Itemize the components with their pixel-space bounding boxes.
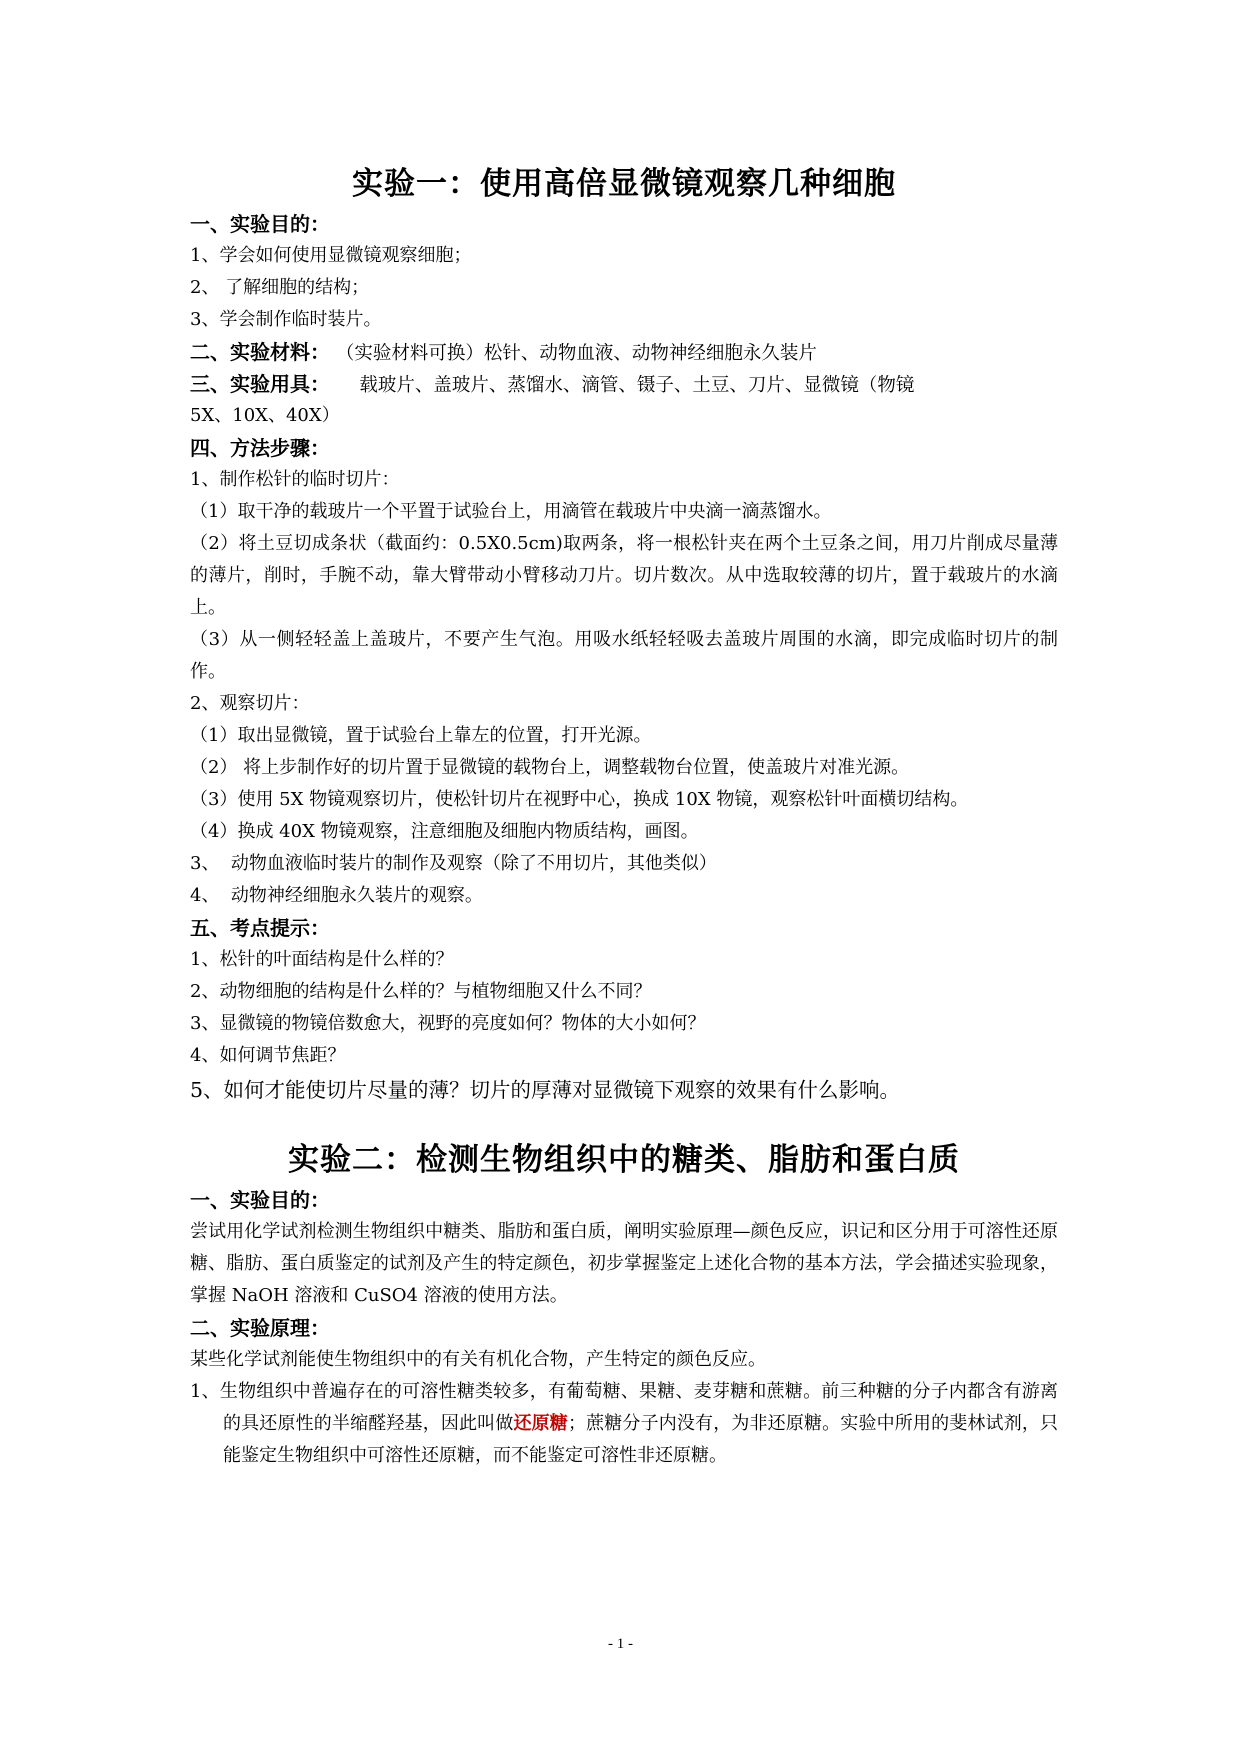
list-item: 1、学会如何使用显微镜观察细胞； bbox=[190, 245, 472, 266]
step-1-1: （1）取干净的载玻片一个平置于试验台上，用滴管在载玻片中央滴一滴蒸馏水。 bbox=[190, 501, 832, 522]
exp1-purpose-heading: 一、实验目的： bbox=[190, 212, 330, 236]
document-page bbox=[190, 160, 1058, 1472]
list-item: 1、松针的叶面结构是什么样的？ bbox=[190, 949, 454, 970]
exp1-materials-line bbox=[190, 336, 1058, 368]
list-item: 2、 了解细胞的结构； bbox=[190, 277, 370, 298]
item-1-text-a: 1、生物组织中普遍存在的可溶性糖类较多，有葡萄糖、果糖、麦芽糖和蔗糖。前三种糖的分子内都含有游离的具还原性的半缩醛羟基，因此叫做 bbox=[190, 1381, 1058, 1434]
list-item: 4、如何调节焦距？ bbox=[190, 1045, 346, 1066]
exp1-materials-text: （实验材料可换）松针、动物血液、动物神经细胞永久装片 bbox=[330, 343, 817, 364]
step-2-4: （4）换成 40X 物镜观察，注意细胞及细胞内物质结构，画图。 bbox=[190, 821, 699, 842]
exp2-title: 实验二：检测生物组织中的糖类、脂肪和蛋白质 bbox=[288, 1142, 960, 1178]
list-item: 2、动物细胞的结构是什么样的？与植物细胞又什么不同？ bbox=[190, 981, 652, 1002]
exp1-title: 实验一：使用高倍显微镜观察几种细胞 bbox=[352, 166, 896, 202]
step-2-2: （2） 将上步制作好的切片置于显微镜的载物台上，调整载物台位置，使盖玻片对准光源。 bbox=[190, 757, 910, 778]
exp2-principle-item-1 bbox=[190, 1376, 1058, 1472]
exp2-purpose-text: 尝试用化学试剂检测生物组织中糖类、脂肪和蛋白质，阐明实验原理—颜色反应，识记和区分用于可溶性还原糖、脂肪、蛋白质鉴定的试剂及产生的特定颜色，初步掌握鉴定上述化合物的基本方法，学会描述实验现象，掌握 NaOH 溶液和 CuSO4 溶液的使用方法。 bbox=[190, 1221, 1058, 1306]
exp1-tools-text-continued: 5X、10X、40X） bbox=[190, 405, 340, 426]
step-4: 4、 动物神经细胞永久装片的观察。 bbox=[190, 885, 483, 906]
step-1-3: （3）从一侧轻轻盖上盖玻片，不要产生气泡。用吸水纸轻轻吸去盖玻片周围的水滴，即完成临时切片的制作。 bbox=[190, 629, 1058, 682]
exp1-materials-heading: 二、实验材料： bbox=[190, 340, 330, 364]
exp1-tools-line bbox=[190, 368, 1058, 400]
step-1: 1、制作松针的临时切片： bbox=[190, 469, 400, 490]
exp1-tools-text: 载玻片、盖玻片、蒸馏水、滴管、镊子、土豆、刀片、显微镜（物镜 bbox=[330, 375, 915, 396]
step-1-2: （2）将土豆切成条状（截面约：0.5X0.5cm)取两条，将一根松针夹在两个土豆条之间，用刀片削成尽量薄的薄片，削时，手腕不动，靠大臂带动小臂移动刀片。切片数次。从中选取较薄的切片，置于载玻片的水滴上。 bbox=[190, 533, 1058, 618]
exp1-points-heading: 五、考点提示： bbox=[190, 916, 330, 940]
step-2-1: （1）取出显微镜，置于试验台上靠左的位置，打开光源。 bbox=[190, 725, 652, 746]
step-2: 2、观察切片： bbox=[190, 693, 310, 714]
exp2-principle-heading: 二、实验原理： bbox=[190, 1316, 330, 1340]
exp1-steps-heading: 四、方法步骤： bbox=[190, 436, 330, 460]
item-1-text-b: ；蔗糖分子内没有，为非还原糖。实验中所用的斐林试剂，只能鉴定生物组织中可溶性还原糖，而不能鉴定可溶性非还原糖。 bbox=[223, 1413, 1059, 1466]
reducing-sugar-highlight: 还原糖 bbox=[513, 1413, 568, 1434]
page-number: - 1 - bbox=[608, 1636, 633, 1652]
step-2-3: （3）使用 5X 物镜观察切片，使松针切片在视野中心，换成 10X 物镜，观察松针叶面横切结构。 bbox=[190, 789, 969, 810]
exp2-purpose-heading: 一、实验目的： bbox=[190, 1188, 330, 1212]
step-3: 3、 动物血液临时装片的制作及观察（除了不用切片，其他类似） bbox=[190, 853, 717, 874]
list-item: 5、如何才能使切片尽量的薄？切片的厚薄对显微镜下观察的效果有什么影响。 bbox=[190, 1078, 901, 1102]
list-item: 3、学会制作临时装片。 bbox=[190, 309, 382, 330]
list-item: 3、显微镜的物镜倍数愈大，视野的亮度如何？物体的大小如何？ bbox=[190, 1013, 706, 1034]
exp1-tools-heading: 三、实验用具： bbox=[190, 372, 330, 396]
exp2-principle-text: 某些化学试剂能使生物组织中的有关有机化合物，产生特定的颜色反应。 bbox=[190, 1349, 766, 1370]
